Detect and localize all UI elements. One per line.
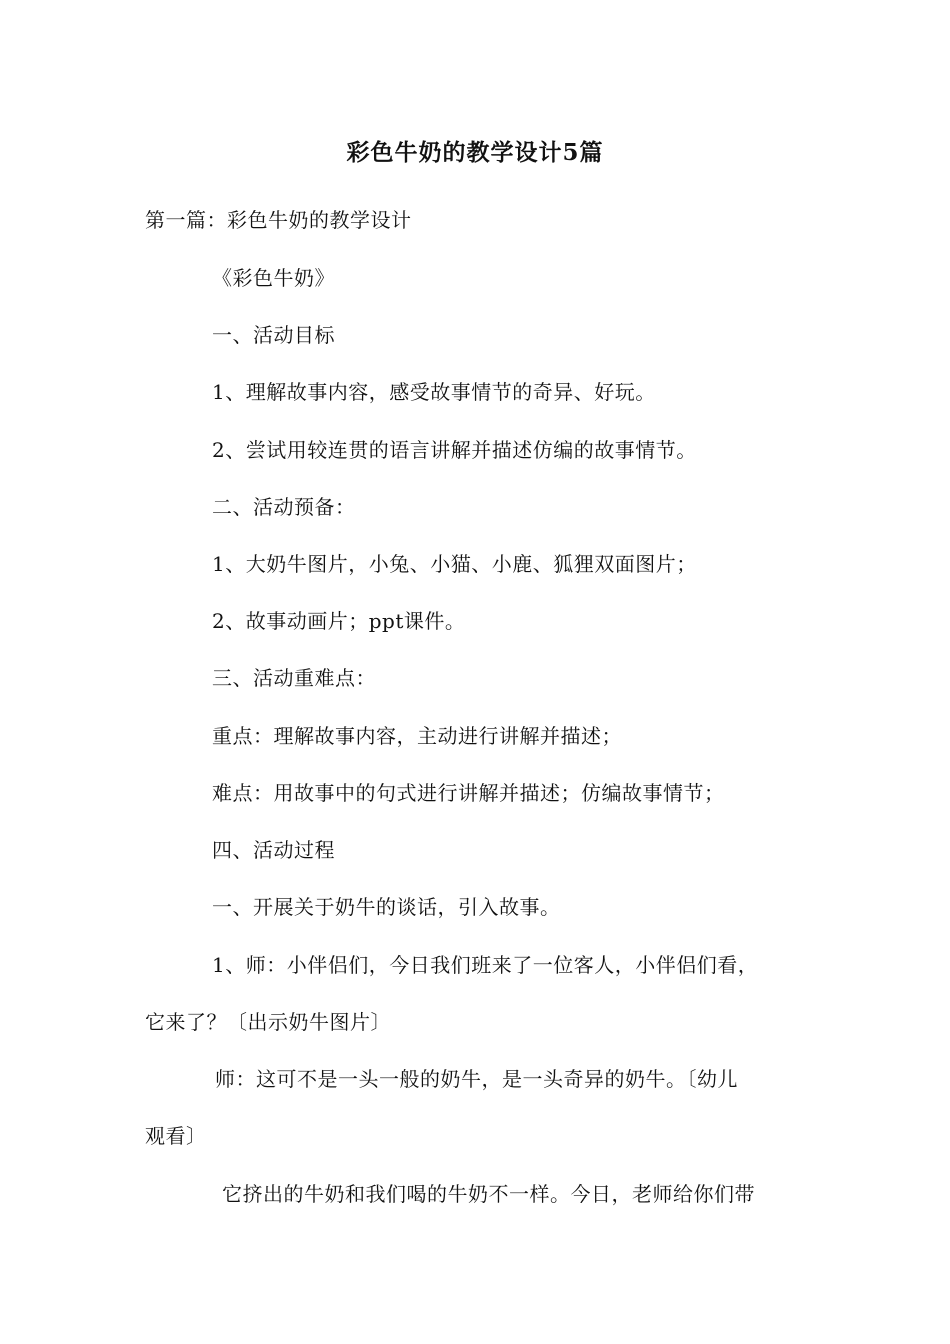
paragraph: 1、师：小伴侣们，今日我们班来了一位客人，小伴侣们看， bbox=[212, 953, 759, 977]
paragraph: 1、理解故事内容，感受故事情节的奇异、好玩。 bbox=[212, 380, 656, 404]
paragraph: 三、活动重难点： bbox=[212, 666, 376, 690]
document-title: 彩色牛奶的教学设计5篇 bbox=[346, 139, 604, 166]
paragraph: 1、大奶牛图片，小兔、小猫、小鹿、狐狸双面图片； bbox=[212, 552, 697, 576]
paragraph: 重点：理解故事内容，主动进行讲解并描述； bbox=[212, 724, 622, 748]
section-heading: 第一篇：彩色牛奶的教学设计 bbox=[145, 208, 412, 232]
paragraph: 二、活动预备： bbox=[212, 495, 356, 519]
paragraph: 师：这可不是一头一般的奶牛，是一头奇异的奶牛。〔幼儿 bbox=[215, 1067, 738, 1091]
paragraph: 2、尝试用较连贯的语言讲解并描述仿编的故事情节。 bbox=[212, 438, 697, 462]
paragraph: 一、开展关于奶牛的谈话，引入故事。 bbox=[212, 895, 561, 919]
paragraph: 难点：用故事中的句式进行讲解并描述；仿编故事情节； bbox=[212, 781, 725, 805]
paragraph: 它挤出的牛奶和我们喝的牛奶不一样。今日，老师给你们带 bbox=[222, 1182, 755, 1206]
paragraph-continuation: 观看〕 bbox=[145, 1124, 207, 1148]
paragraph: 2、故事动画片；ppt课件。 bbox=[212, 609, 466, 633]
paragraph: 一、活动目标 bbox=[212, 323, 335, 347]
paragraph-continuation: 它来了？〔出示奶牛图片〕 bbox=[145, 1010, 391, 1034]
lesson-name: 《彩色牛奶》 bbox=[212, 266, 335, 290]
paragraph: 四、活动过程 bbox=[212, 838, 335, 862]
